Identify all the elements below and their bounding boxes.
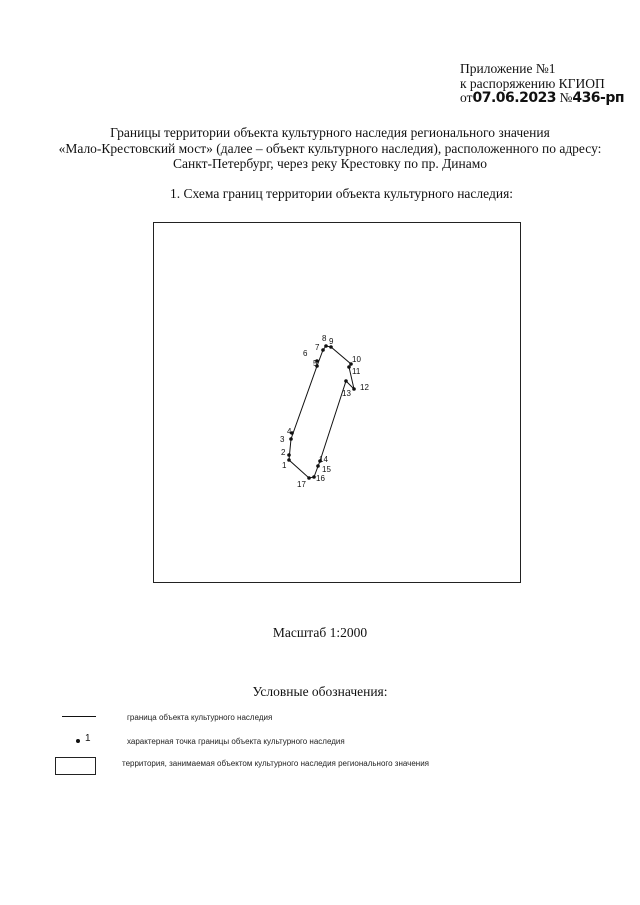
title-line-1: Границы территории объекта культурного наследия регионального значения	[110, 125, 550, 140]
boundary-point-12	[352, 387, 356, 391]
boundary-point-3	[289, 437, 293, 441]
boundary-point-7	[321, 348, 325, 352]
boundary-point-label-8: 8	[322, 334, 327, 343]
legend-territory-text: территория, занимаемая объектом культурного наследия регионального значения	[122, 759, 429, 768]
title-line-3: Санкт-Петербург, через реку Крестовку по пр. Динамо	[172, 156, 488, 171]
legend-point-marker: 1	[85, 733, 91, 744]
legend-territory-box	[55, 757, 96, 775]
boundary-point-label-6: 6	[303, 349, 308, 358]
boundary-point-15	[316, 464, 320, 468]
boundary-point-label-14: 14	[319, 455, 328, 464]
boundary-point-label-4: 4	[287, 427, 292, 436]
boundary-point-label-11: 11	[352, 367, 361, 376]
section-heading: 1. Схема границ территории объекта культурного наследия:	[170, 186, 514, 201]
boundary-point-8	[324, 344, 328, 348]
legend-point-text: характерная точка границы объекта культурного наследия	[127, 737, 345, 746]
boundary-point-label-17: 17	[297, 480, 306, 489]
legend-title: Условные обозначения:	[252, 684, 388, 699]
legend-point-dot	[76, 739, 80, 743]
boundary-point-17	[307, 476, 311, 480]
number-prefix: №	[559, 90, 573, 105]
boundary-point-labels	[280, 334, 369, 489]
boundary-point-label-1: 1	[282, 461, 287, 470]
boundary-point-label-10: 10	[352, 355, 361, 364]
boundary-point-1	[287, 458, 291, 462]
appendix-line-2: к распоряжению КГИОП	[460, 75, 605, 91]
appendix-line-1: Приложение №1	[460, 61, 556, 76]
boundary-point-label-13: 13	[342, 389, 351, 398]
boundary-point-13	[344, 379, 348, 383]
boundary-point-label-2: 2	[281, 448, 286, 457]
boundary-point-label-5: 5	[313, 359, 318, 368]
boundary-point-label-7: 7	[315, 343, 320, 352]
title-line-2: «Мало-Крестовский мост» (далее – объект культурного наследия), расположенного по адресу:	[58, 140, 602, 156]
date-prefix: от	[460, 90, 473, 105]
boundary-point-label-16: 16	[316, 474, 325, 483]
boundary-point-11	[347, 365, 351, 369]
scale-label: Масштаб 1:2000	[272, 625, 368, 640]
boundary-point-label-15: 15	[322, 465, 331, 474]
legend-boundary-text: граница объекта культурного наследия	[127, 713, 273, 722]
boundary-point-label-3: 3	[280, 435, 285, 444]
boundary-point-label-9: 9	[329, 337, 334, 346]
handwritten-date: 07.06.2023	[472, 90, 557, 106]
boundary-point-2	[287, 453, 291, 457]
handwritten-number: 436-рп	[572, 90, 625, 106]
boundary-point-label-12: 12	[360, 383, 369, 392]
legend-boundary-line	[62, 716, 96, 717]
